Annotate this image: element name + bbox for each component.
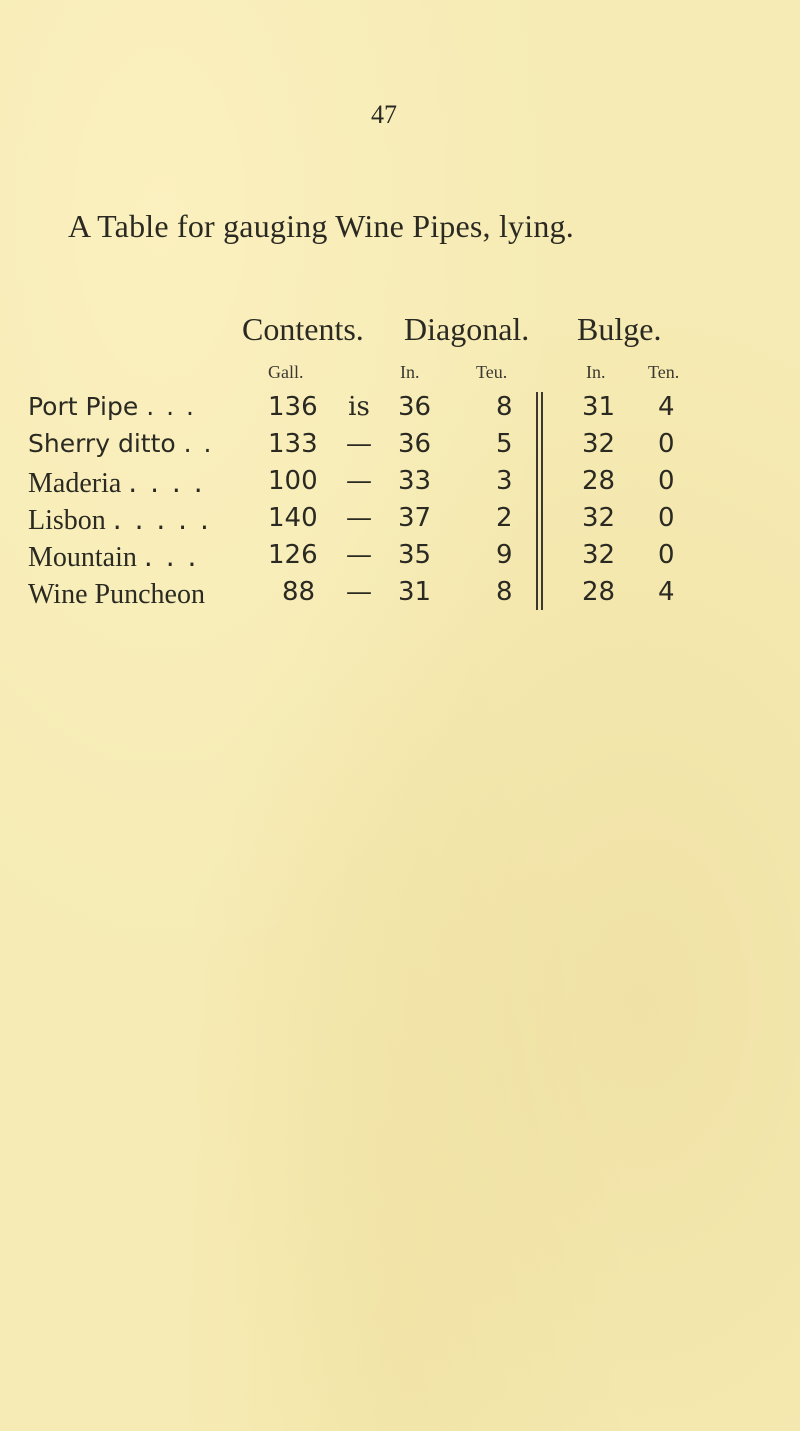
row-bulge-in: 28 (582, 466, 616, 496)
row-diagonal-ten: 5 (496, 429, 513, 459)
row-gall: 140 (268, 503, 318, 533)
row-bulge-ten: 0 (658, 503, 675, 533)
row-bulge-ten: 4 (658, 577, 675, 607)
subheader-bulge-in: In. (586, 362, 606, 382)
subheader-bulge-ten: Ten. (648, 362, 680, 382)
row-name: Lisbon . . . . . (28, 503, 211, 536)
row-name: Maderia . . . . (28, 466, 205, 499)
header-diagonal: Diagonal. (404, 311, 530, 347)
row-gall: 136 (268, 392, 318, 422)
subheader-gall: Gall. (268, 362, 304, 382)
row-gall: 126 (268, 540, 318, 570)
row-connector: — (346, 577, 372, 607)
row-diagonal-ten: 9 (496, 540, 513, 570)
row-diagonal-ten: 8 (496, 577, 513, 607)
row-bulge-in: 28 (582, 577, 616, 607)
table-row (0, 540, 800, 572)
row-bulge-ten: 0 (658, 466, 675, 496)
subheader-diagonal-ten: Teu. (476, 362, 508, 382)
row-diagonal-in: 36 (398, 429, 432, 459)
table-row (0, 466, 800, 498)
row-diagonal-in: 35 (398, 540, 432, 570)
row-diagonal-in: 37 (398, 503, 432, 533)
table-row (0, 503, 800, 535)
table-title: A Table for gauging Wine Pipes, lying. (68, 208, 574, 244)
row-diagonal-in: 36 (398, 392, 432, 422)
row-diagonal-ten: 2 (496, 503, 513, 533)
row-connector: — (346, 429, 372, 459)
table-row (0, 392, 800, 424)
row-connector: — (346, 466, 372, 496)
table-row (0, 577, 800, 609)
row-bulge-in: 32 (582, 429, 616, 459)
row-gall: 88 (282, 577, 316, 607)
row-diagonal-in: 31 (398, 577, 432, 607)
row-name: Wine Puncheon (28, 579, 205, 610)
row-name: Sherry ditto . . (28, 429, 214, 458)
row-name: Mountain . . . (28, 540, 199, 573)
row-diagonal-in: 33 (398, 466, 432, 496)
row-bulge-in: 32 (582, 540, 616, 570)
row-bulge-ten: 0 (658, 540, 675, 570)
table-row (0, 429, 800, 461)
row-bulge-in: 32 (582, 503, 616, 533)
header-bulge: Bulge. (577, 311, 662, 347)
page-number: 47 (371, 100, 397, 129)
subheader-diagonal-in: In. (400, 362, 420, 382)
row-bulge-in: 31 (582, 392, 616, 422)
row-name: Port Pipe . . . (28, 392, 196, 421)
row-connector: is (348, 392, 370, 422)
column-divider (541, 392, 543, 610)
row-bulge-ten: 4 (658, 392, 675, 422)
header-contents: Contents. (242, 311, 364, 347)
row-bulge-ten: 0 (658, 429, 675, 459)
row-connector: — (346, 503, 372, 533)
row-gall: 100 (268, 466, 318, 496)
row-diagonal-ten: 8 (496, 392, 513, 422)
row-connector: — (346, 540, 372, 570)
column-divider (536, 392, 538, 610)
row-gall: 133 (268, 429, 318, 459)
row-diagonal-ten: 3 (496, 466, 513, 496)
